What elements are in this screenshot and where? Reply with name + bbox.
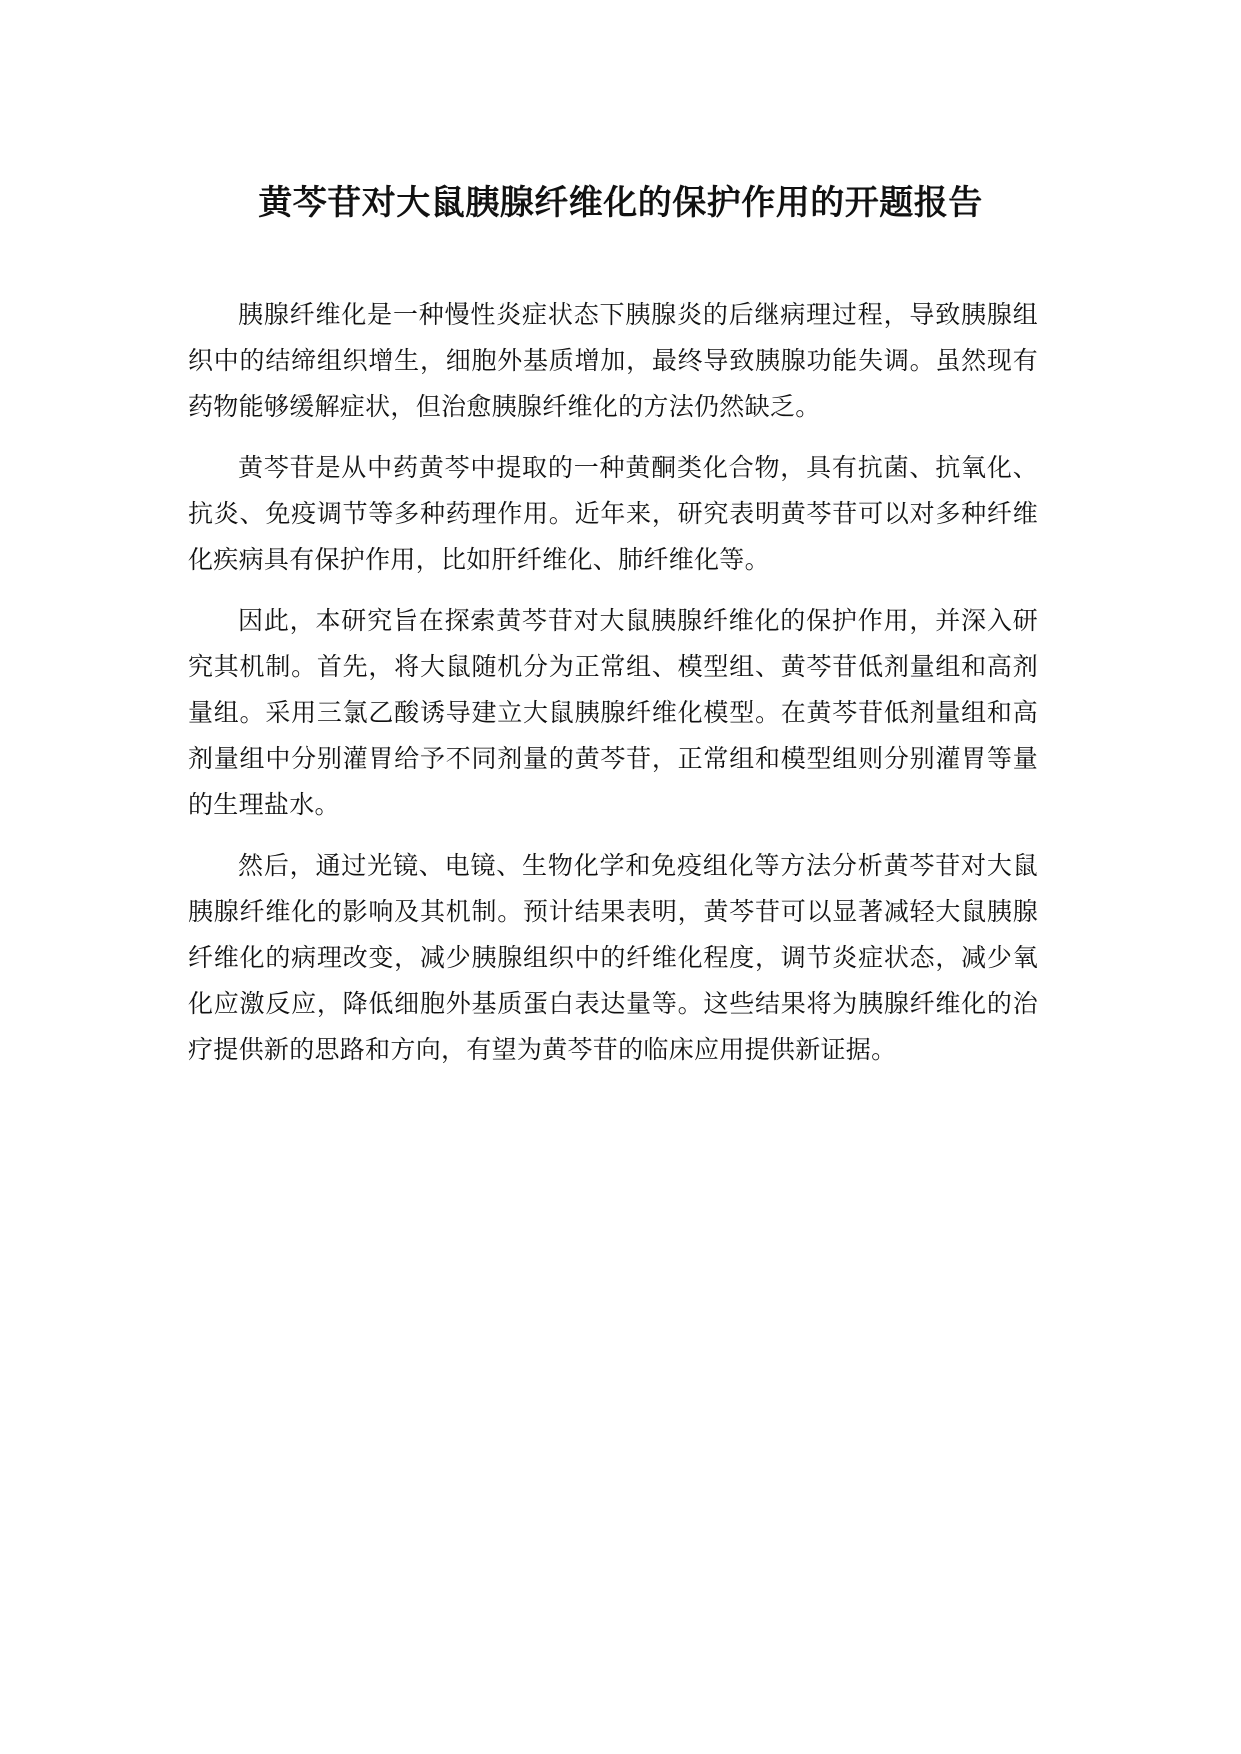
paragraph-1: 胰腺纤维化是一种慢性炎症状态下胰腺炎的后继病理过程，导致胰腺组织中的结缔组织增生，细胞外基质增加，最终导致胰腺功能失调。虽然现有药物能够缓解症状，但治愈胰腺纤维化的方法仍然缺乏。 [188, 300, 1038, 421]
paragraph-4: 然后，通过光镜、电镜、生物化学和免疫组化等方法分析黄芩苷对大鼠胰腺纤维化的影响及其机制。预计结果表明，黄芩苷可以显著减轻大鼠胰腺纤维化的病理改变，减少胰腺组织中的纤维化程度，调节炎症状态，减少氧化应激反应，降低细胞外基质蛋白表达量等。这些结果将为胰腺纤维化的治疗提供新的思路和方向，有望为黄芩苷的临床应用提供新证据。 [188, 851, 1038, 1064]
paragraph-3: 因此，本研究旨在探索黄芩苷对大鼠胰腺纤维化的保护作用，并深入研究其机制。首先，将大鼠随机分为正常组、模型组、黄芩苷低剂量组和高剂量组。采用三氯乙酸诱导建立大鼠胰腺纤维化模型。在黄芩苷低剂量组和高剂量组中分别灌胃给予不同剂量的黄芩苷，正常组和模型组则分别灌胃等量的生理盐水。 [188, 606, 1038, 819]
document-title: 黄芩苷对大鼠胰腺纤维化的保护作用的开题报告 [258, 183, 983, 223]
paragraph-2: 黄芩苷是从中药黄芩中提取的一种黄酮类化合物，具有抗菌、抗氧化、抗炎、免疫调节等多种药理作用。近年来，研究表明黄芩苷可以对多种纤维化疾病具有保护作用，比如肝纤维化、肺纤维化等。 [188, 453, 1038, 574]
document-body [188, 292, 1038, 1088]
